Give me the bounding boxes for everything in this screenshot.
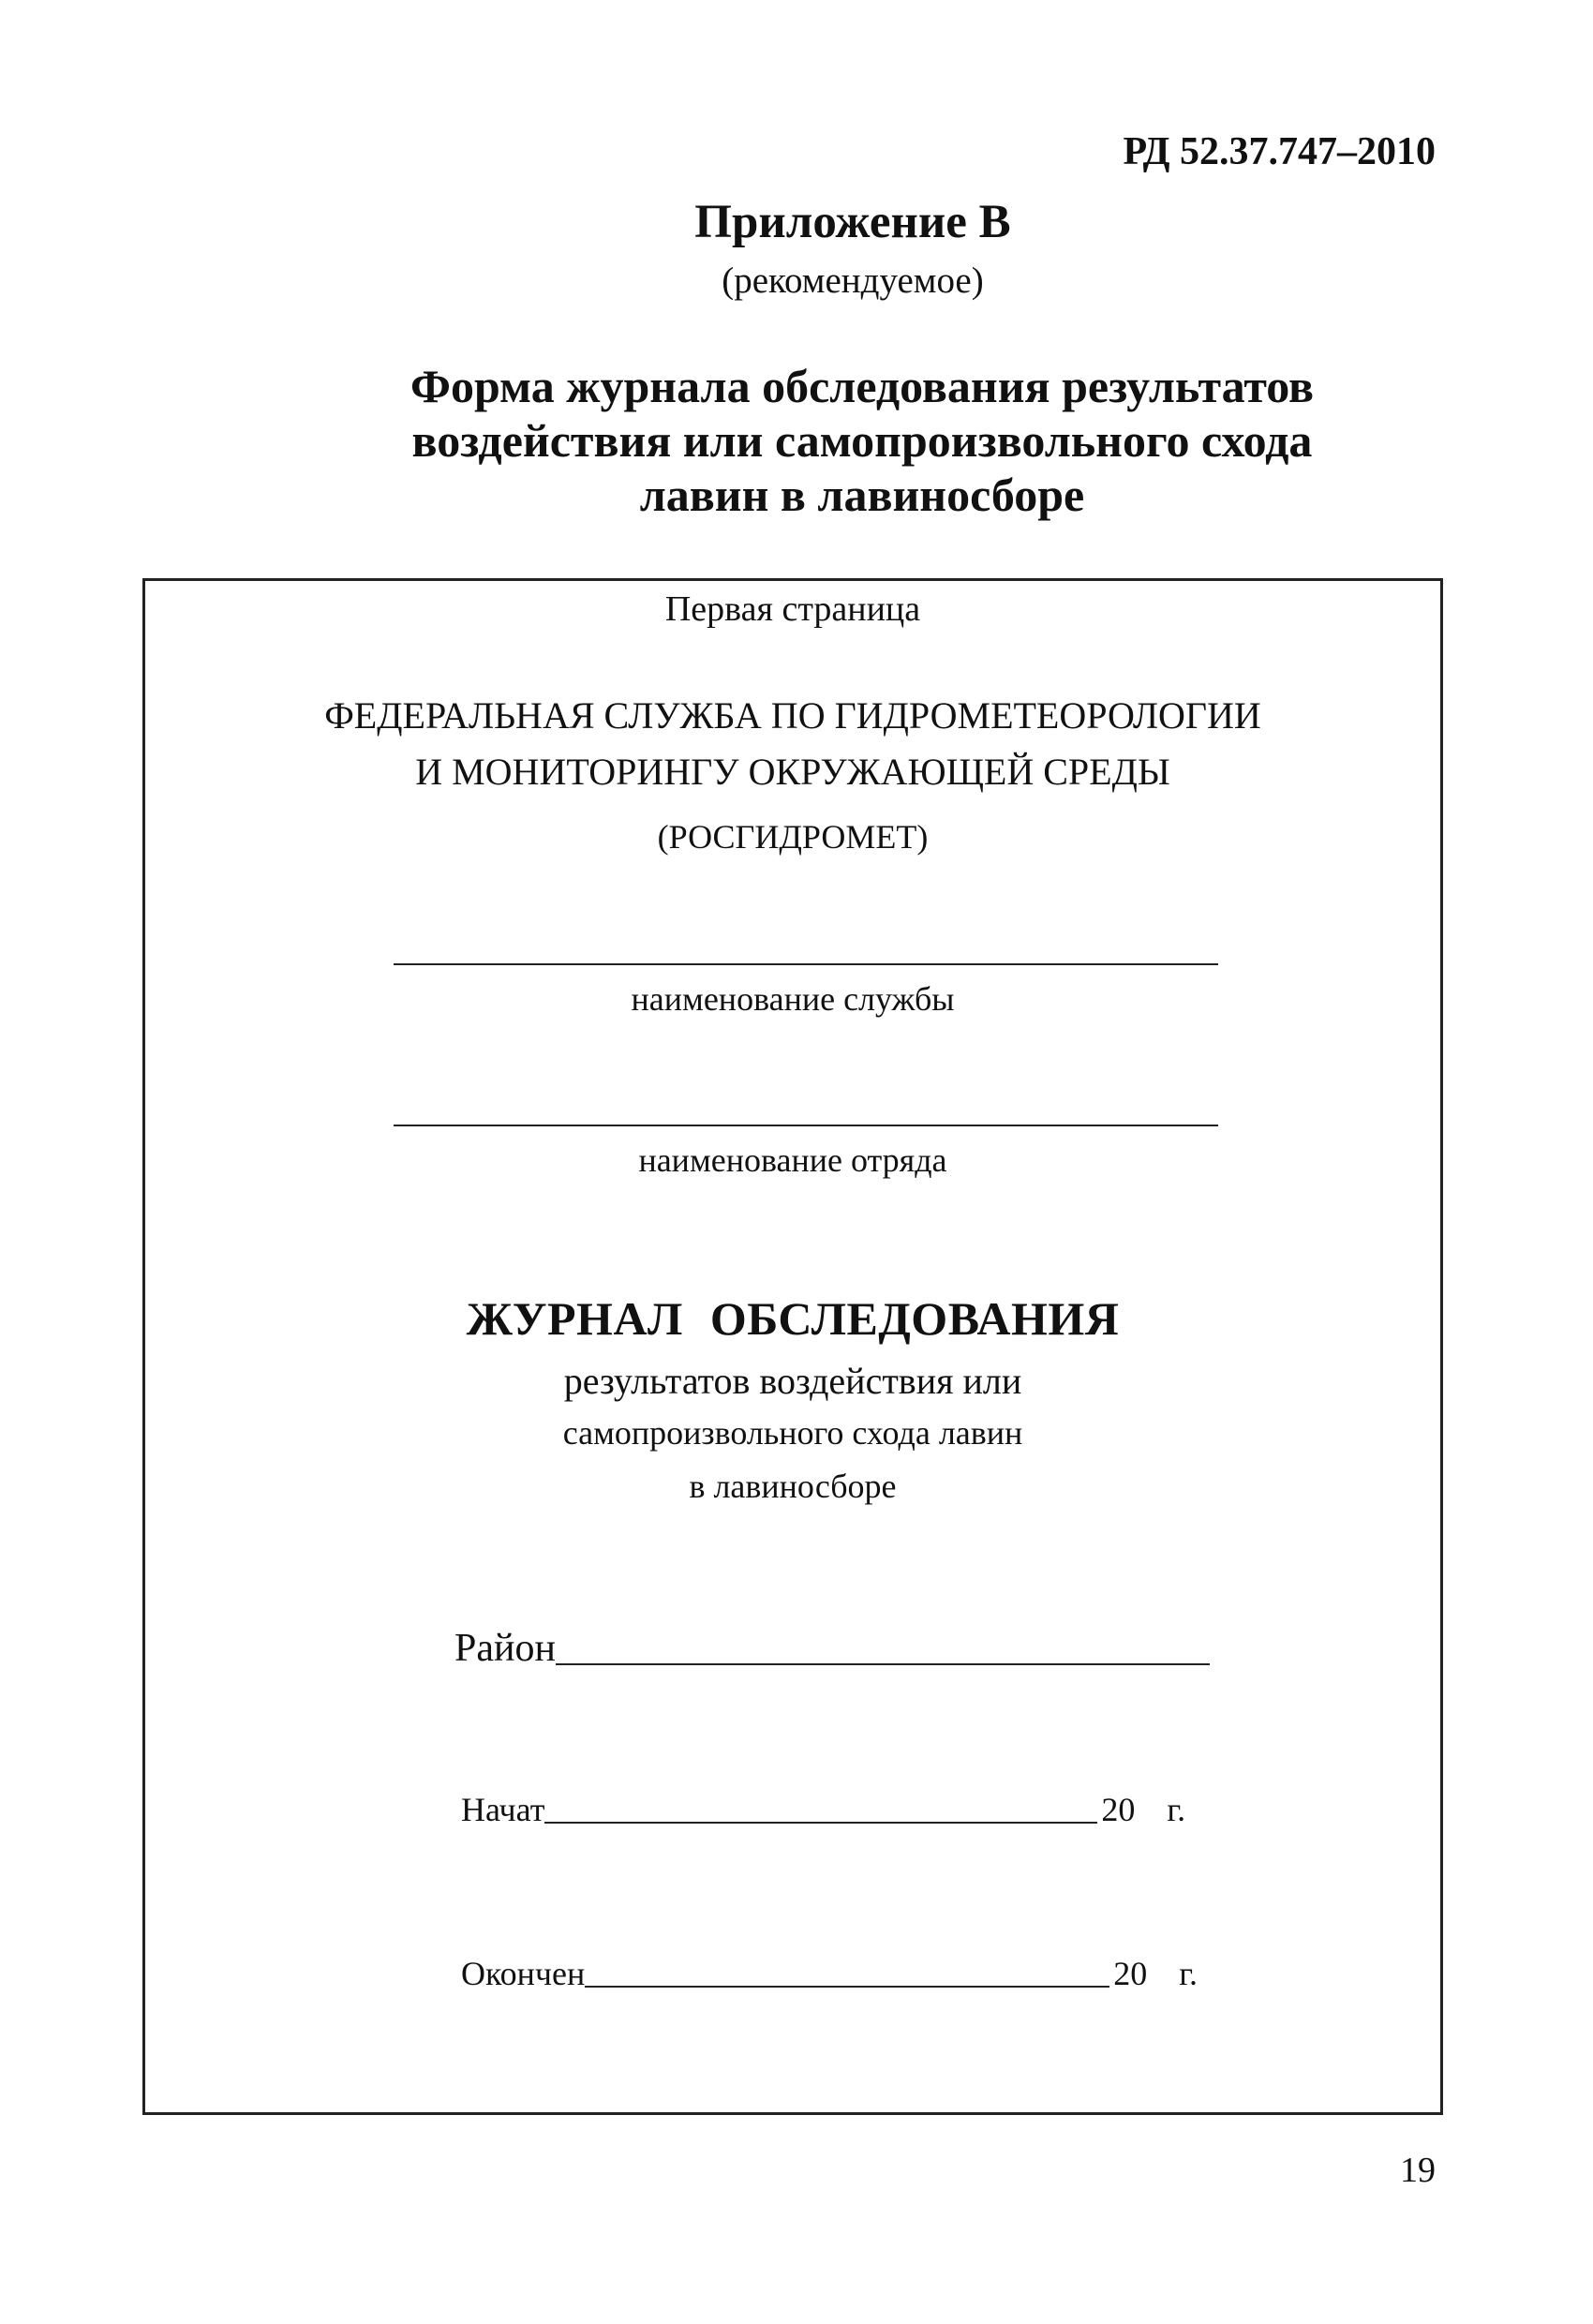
first-page-label: Первая страница (664, 589, 921, 629)
agency-name-line: И МОНИТОРИНГУ ОКРУЖАЮЩЕЙ СРЕДЫ (415, 751, 1170, 793)
journal-title (145, 1291, 1440, 1346)
region-label: Район (454, 1627, 556, 1670)
journal-subtitle-line: самопроизвольного схода лавин (562, 1414, 1023, 1452)
ended-date-field[interactable] (585, 1954, 1109, 1988)
agency-name-line: ФЕДЕРАЛЬНАЯ СЛУЖБА ПО ГИДРОМЕТЕОРОЛОГИИ (324, 694, 1261, 737)
ended-year-suffix: г. (1179, 1955, 1198, 1992)
unit-name-caption: наименование отряда (638, 1141, 947, 1179)
form-title (356, 359, 1368, 522)
journal-subtitle-line: в лавиносборе (689, 1467, 897, 1505)
started-date-field[interactable] (544, 1790, 1097, 1824)
form-title-line: воздействия или самопроизвольного схода (411, 414, 1313, 467)
ended-year-prefix: 20 (1113, 1955, 1148, 1992)
page-number: 19 (1400, 2151, 1436, 2190)
service-name-caption: наименование службы (631, 980, 955, 1018)
agency-abbreviation: (РОСГИДРОМЕТ) (657, 818, 929, 856)
started-row (461, 1790, 1185, 1829)
started-year-prefix: 20 (1101, 1791, 1136, 1828)
service-name-field[interactable] (394, 963, 1218, 965)
appendix-title: Приложение В (694, 196, 1011, 248)
journal-cover-form (142, 578, 1443, 2115)
region-row (454, 1626, 1210, 1671)
appendix-subtitle: (рекомендуемое) (722, 261, 984, 301)
form-title-line: Форма журнала обследования результатов (410, 360, 1314, 412)
ended-row (461, 1954, 1198, 1993)
region-field[interactable] (556, 1631, 1210, 1665)
started-year-suffix: г. (1167, 1791, 1186, 1828)
document-code: РД 52.37.747–2010 (1123, 130, 1436, 173)
journal-title-word: ОБСЛЕДОВАНИЯ (709, 1292, 1120, 1345)
started-label: Начат (461, 1791, 545, 1828)
ended-label: Окончен (461, 1955, 586, 1992)
form-title-line: лавин в лавиносборе (639, 469, 1085, 521)
unit-name-field[interactable] (394, 1125, 1218, 1126)
journal-title-word: ЖУРНАЛ (466, 1292, 683, 1345)
journal-subtitle-line: результатов воздействия или (563, 1360, 1022, 1402)
